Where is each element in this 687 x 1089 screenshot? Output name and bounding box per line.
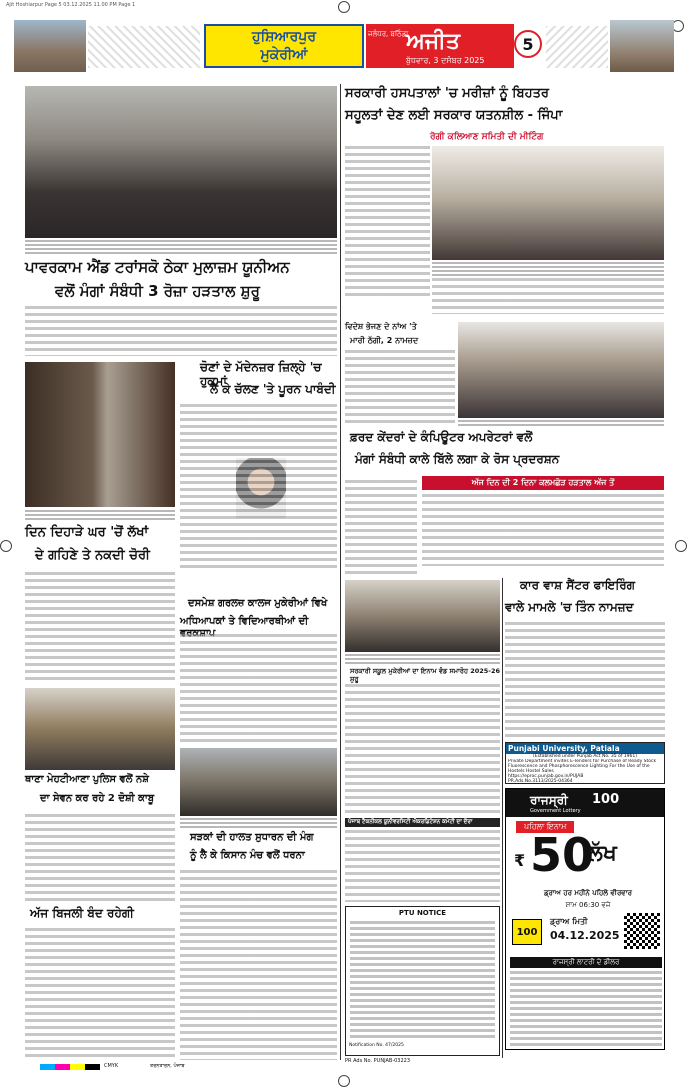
a10-body xyxy=(25,928,175,1060)
paper-name: ਅਜੀਤ xyxy=(406,28,460,54)
page-number: 5 xyxy=(514,30,542,58)
footer-note: ਤਰਨਤਾਰਨ, ਪੰਜਾਬ xyxy=(150,1063,185,1069)
a1-headline-l2: ਵਲੋਂ ਮੰਗਾਂ ਸੰਬੰਧੀ 3 ਰੋਜ਼ਾ ਹੜਤਾਲ ਸ਼ੁਰੂ xyxy=(55,282,260,300)
pu-ad-title: Punjabi University, Patiala xyxy=(506,743,664,754)
crop-mark-right xyxy=(675,540,687,552)
lottery-amount: 50 xyxy=(530,828,595,882)
column-rule xyxy=(340,84,341,1060)
a5-body xyxy=(180,634,337,744)
school-event-caption xyxy=(345,654,500,664)
ptu-notice-title: PTU NOTICE xyxy=(398,909,447,917)
a7-body xyxy=(505,622,665,740)
farmers-photo xyxy=(180,748,337,816)
a6-headline-l1: ਫ਼ਰਦ ਕੇਂਦਰਾਂ ਦੇ ਕੰਪਿਊਟਰ ਅਪਰੇਟਰਾਂ ਵਲੋਂ xyxy=(350,430,533,444)
ptu-footer: PR Ads No. PUNJAB-03223 xyxy=(345,1058,411,1064)
a6-headline-l2: ਮੰਗਾਂ ਸੰਬੰਧੀ ਕਾਲੇ ਬਿੱਲੇ ਲਗਾ ਕੇ ਰੋਸ ਪ੍ਰਦਰਸ਼ਨ xyxy=(355,452,560,466)
meeting-photo xyxy=(432,146,664,260)
lottery-ad xyxy=(505,788,665,1050)
lottery-ticket xyxy=(512,919,542,945)
a9-headline-l1: ਸੜਕਾਂ ਦੀ ਹਾਲਤ ਸੁਧਾਰਨ ਦੀ ਮੰਗ xyxy=(190,832,314,843)
a10-headline: ਅੱਜ ਬਿਜਲੀ ਬੰਦ ਰਹੇਗੀ xyxy=(30,906,134,920)
lottery-dealers: ਰਾਜਸ੍ਰੀ ਲਾਟਰੀ ਦੇ ਡੀਲਰ xyxy=(510,957,662,968)
ptu-notice-no: Notification No. 47/2025 xyxy=(349,1043,404,1048)
column-rule-right xyxy=(502,578,503,1058)
a2-body-right xyxy=(432,278,664,314)
pu-ad-body: Private Department invites E-Tenders for Purchase of Ready Stock Fluorescence and Phosphorescence Lighting For the Use of the Hostels Hostel Sales xyxy=(508,759,657,774)
a1-headline-l1: ਪਾਵਰਕਾਮ ਐਂਡ ਟਰਾਂਸਕੋ ਠੇਕਾ ਮੁਲਾਜ਼ਮ ਯੂਨੀਅਨ xyxy=(25,258,290,276)
pu-ad-footer: PR.Ads.No.3113/2025-04364 xyxy=(508,779,573,784)
lottery-qr-icon xyxy=(624,913,660,949)
pu-ad-url: https://eproc.punjab.gov.in/PUJAB xyxy=(508,774,584,779)
lottery-brand: ਰਾਜਸ੍ਰੀ xyxy=(530,793,568,807)
woman-photo xyxy=(25,362,175,507)
lottery-first-prize: ਪਹਿਲਾ ਇਨਾਮ xyxy=(516,821,574,833)
a4-body xyxy=(25,572,175,682)
logo-cities: ਜਲੰਧਰ, ਬਠਿੰਡਾ xyxy=(368,30,409,38)
masthead-pattern-right xyxy=(546,26,608,68)
lottery-amount-unit: ਲੱਖ xyxy=(588,841,617,866)
a9-body xyxy=(180,870,337,1060)
police-photo xyxy=(25,688,175,770)
lottery-rupee-icon: ₹ xyxy=(514,851,526,870)
a12-body xyxy=(345,684,500,814)
protest-photo xyxy=(25,86,337,238)
a11-headline-l1: ਵਿਦੇਸ਼ ਭੇਜਣ ਦੇ ਨਾਂਅ 'ਤੇ xyxy=(345,322,417,331)
woman-photo-caption xyxy=(25,510,175,522)
crop-mark-bottom xyxy=(338,1075,350,1087)
a3-headline-l1: ਚੋਣਾਂ ਦੇ ਮੱਦੇਨਜ਼ਰ ਜ਼ਿਲ੍ਹੇ 'ਚ ਹੁਕਮਾਂ xyxy=(200,360,322,389)
masthead-photo-left xyxy=(14,20,86,72)
a13-headline: ਪੰਜਾਬ ਟੈਕਨੀਕਲ ਯੂਨੀਵਰਸਿਟੀ ਐਕਰਡਿਟੇਸ਼ਨ ਕਮੇਟੀ ਦਾ ਦੌਰਾ xyxy=(345,818,500,827)
a3-headline-l2: ਲੈ ਕੇ ਚੱਲਣ 'ਤੇ ਪੂਰਨ ਪਾਬੰਦੀ xyxy=(210,382,336,396)
lottery-sub: Government Lottery xyxy=(530,808,581,814)
a6-body-left xyxy=(345,480,417,576)
a2-kicker: ਰੋਗੀ ਕਲਿਆਣ ਸਮਿਤੀ ਦੀ ਮੀਟਿੰਗ xyxy=(430,132,544,142)
lottery-draw-date: 04.12.2025 xyxy=(550,929,620,942)
a5-headline-l2: ਅਧਿਆਪਕਾਂ ਤੇ ਵਿਦਿਆਰਥੀਆਂ ਦੀ xyxy=(180,616,309,627)
lottery-dealer-list xyxy=(510,971,662,1047)
section-title-line2: ਮੁਕੇਰੀਆਂ xyxy=(260,47,308,63)
operators-photo xyxy=(458,322,664,418)
a2-headline-l1: ਸਰਕਾਰੀ ਹਸਪਤਾਲਾਂ 'ਚ ਮਰੀਜ਼ਾਂ ਨੂੰ ਬਿਹਤਰ xyxy=(345,86,549,101)
school-event-photo xyxy=(345,580,500,652)
a4-headline-l1: ਦਿਨ ਦਿਹਾੜੇ ਘਰ 'ਚੋਂ ਲੱਖਾਂ xyxy=(25,525,149,540)
a6-body-right xyxy=(422,494,664,566)
lottery-ticket-price: 100 xyxy=(516,926,538,938)
cmyk-label: CMYK xyxy=(104,1063,119,1069)
a7-headline-l1: ਕਾਰ ਵਾਸ਼ ਸੈਂਟਰ ਫਾਇਰਿੰਗ xyxy=(520,578,636,592)
operators-photo-caption xyxy=(458,420,664,426)
a3-body xyxy=(180,404,337,572)
a12-headline: ਸਰਕਾਰੀ ਸਕੂਲ ਮੁਕੇਰੀਆਂ ਦਾ ਇਨਾਮ ਵੰਡ ਸਮਾਰੋਹ 2025-26 ਸ਼ੁਰੂ xyxy=(350,667,501,683)
lottery-draw-day: ਡ੍ਰਾਅ ਹਰ ਮਹੀਨੇ ਪਹਿਲੇ ਵੀਰਵਾਰ xyxy=(543,889,633,897)
a13-body xyxy=(345,830,500,902)
a11-headline-l2: ਮਾਰੀ ਠੱਗੀ, 2 ਨਾਮਜ਼ਦ xyxy=(350,336,419,345)
pu-ad xyxy=(505,742,665,784)
a1-body xyxy=(25,306,337,356)
a8-headline-l2: ਦਾ ਸੇਵਨ ਕਰ ਰਹੇ 2 ਦੋਸ਼ੀ ਕਾਬੂ xyxy=(40,793,155,804)
lottery-number: 100 xyxy=(592,792,620,807)
a6-kicker: ਅੱਜ ਦਿਨ ਦੀ 2 ਦਿਨਾ ਕਲਮਛੋੜ ਹੜਤਾਲ ਅੱਜ ਤੋਂ xyxy=(422,476,664,490)
meeting-photo-caption xyxy=(432,262,664,276)
a2-body-left xyxy=(345,146,430,296)
pu-ad-subtitle: (Established under Punjab Act No. 35 of 1961) xyxy=(532,754,638,759)
crop-mark-top xyxy=(338,1,350,13)
top-strip: Ajit Hoshiarpur Page 5 03.12.2025 11.00 PM Page 1 xyxy=(6,2,136,8)
lottery-draw-date-label: ਡ੍ਰਾਅ ਮਿਤੀ xyxy=(550,917,588,926)
a2-headline-l2: ਸਹੂਲਤਾਂ ਦੇਣ ਲਈ ਸਰਕਾਰ ਯਤਨਸ਼ੀਲ - ਜਿੰਪਾ xyxy=(345,108,563,123)
a7-headline-l2: ਵਾਲੇ ਮਾਮਲੇ 'ਚ ਤਿੰਨ ਨਾਮਜ਼ਦ xyxy=(505,600,634,614)
paper-logo xyxy=(366,24,514,68)
cmyk-bar xyxy=(40,1064,100,1070)
masthead-pattern-left xyxy=(88,26,200,68)
masthead-photo-right xyxy=(610,20,674,72)
a9-headline-l2: ਨੂੰ ਲੈ ਕੇ ਕਿਸਾਨ ਮੰਚ ਵਲੋਂ ਧਰਨਾ xyxy=(190,850,305,861)
a11-body xyxy=(345,350,455,426)
protest-photo-caption xyxy=(25,240,337,254)
masthead xyxy=(14,20,674,72)
section-title-box xyxy=(204,24,364,68)
ptu-notice xyxy=(345,906,500,1056)
crop-mark-left xyxy=(0,540,12,552)
lottery-draw-time: ਸ਼ਾਮ 06:30 ਵਜੇ xyxy=(565,901,611,909)
farmers-photo-caption xyxy=(180,818,337,828)
section-title-line1: ਹੁਸ਼ਿਆਰਪੁਰ xyxy=(251,29,317,45)
a5-headline-l1: ਦਸਮੇਸ਼ ਗਰਲਜ਼ ਕਾਲਜ ਮੁਕੇਰੀਆਂ ਵਿਖੇ xyxy=(188,598,328,609)
a8-body xyxy=(25,814,175,902)
a4-headline-l2: ਦੇ ਗਹਿਣੇ ਤੇ ਨਕਦੀ ਚੋਰੀ xyxy=(35,548,150,563)
issue-date: ਬੁੱਧਵਾਰ, 3 ਦਸੰਬਰ 2025 xyxy=(406,56,485,65)
a8-headline-l1: ਥਾਣਾ ਮੇਹਟੀਆਣਾ ਪੁਲਿਸ ਵਲੋਂ ਨਸ਼ੇ xyxy=(25,774,149,785)
ptu-notice-body xyxy=(350,921,495,1041)
